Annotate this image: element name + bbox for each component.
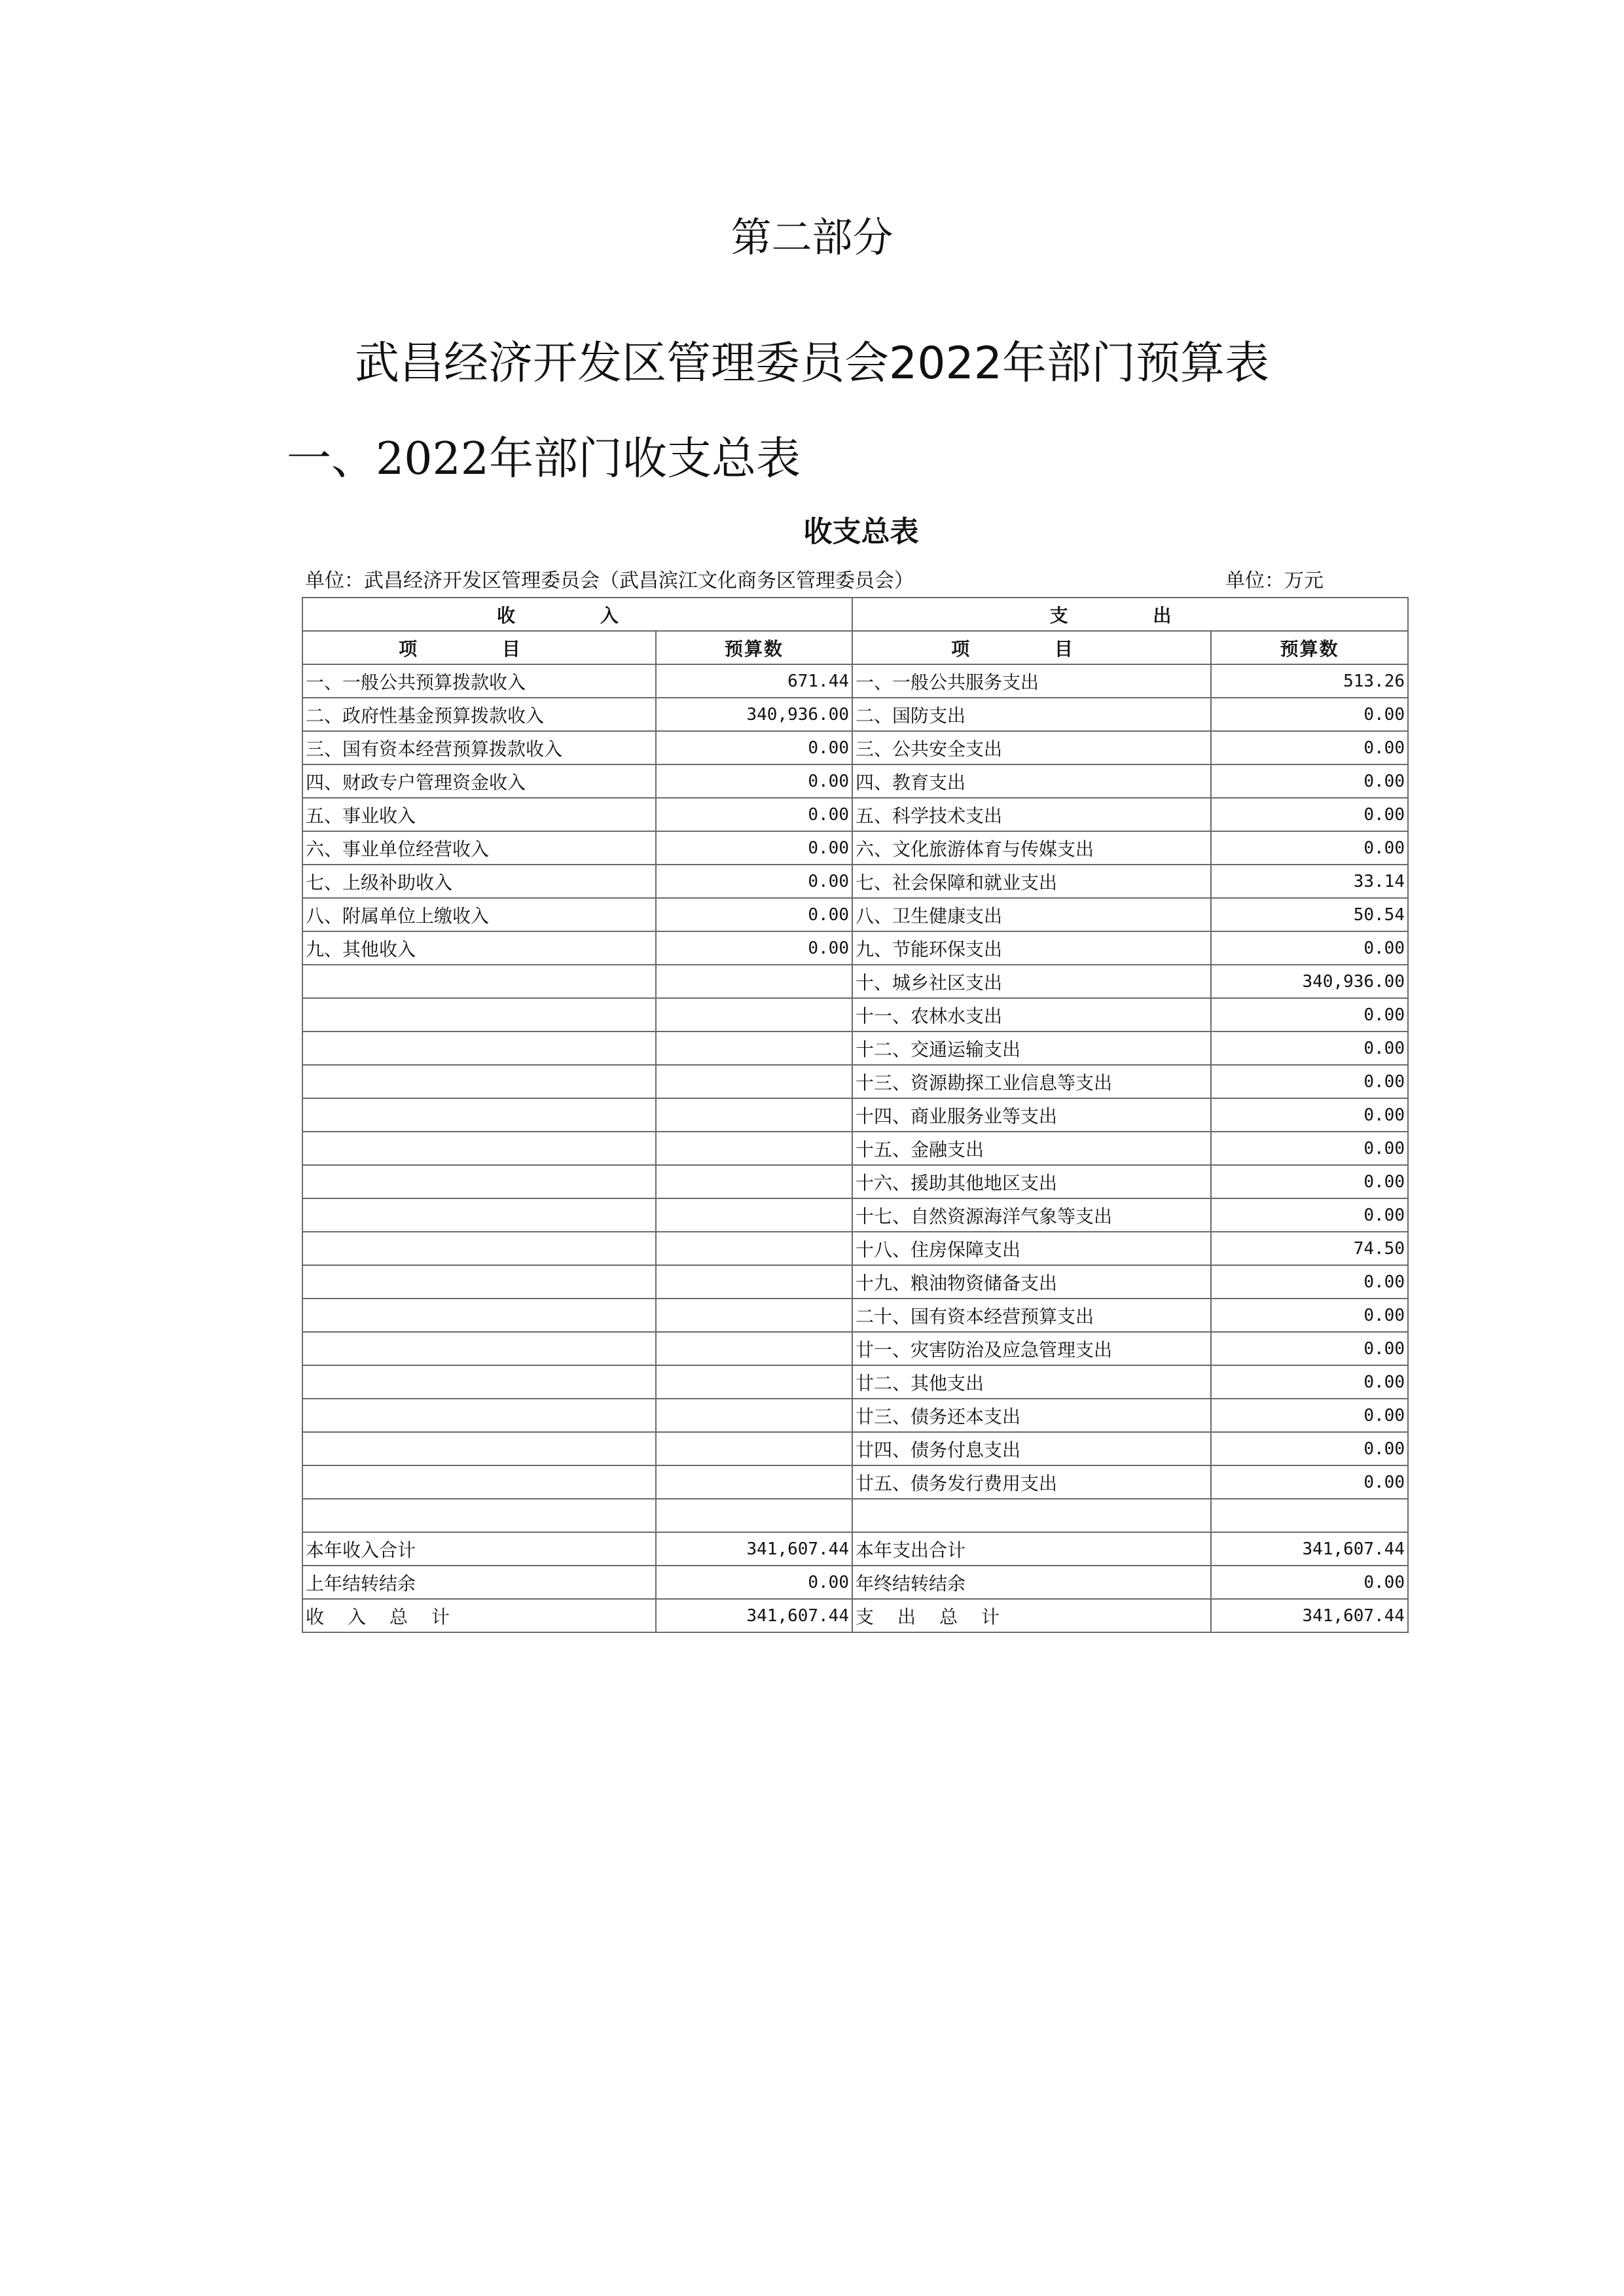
income-item-cell: 七、上级补助收入 bbox=[302, 865, 656, 898]
expense-item-cell: 二、国防支出 bbox=[852, 698, 1211, 731]
expense-amount-cell: 513.26 bbox=[1211, 664, 1408, 698]
expense-item-cell: 十八、住房保障支出 bbox=[852, 1232, 1211, 1265]
income-amount-cell bbox=[656, 1332, 852, 1365]
total-row bbox=[302, 1599, 1408, 1632]
expense-item-cell: 五、科学技术支出 bbox=[852, 798, 1211, 831]
expense-amount-cell: 33.14 bbox=[1211, 865, 1408, 898]
income-amount-cell bbox=[656, 1432, 852, 1465]
income-amount-cell bbox=[656, 1198, 852, 1232]
expense-amount-cell: 0.00 bbox=[1211, 731, 1408, 764]
income-amount-cell: 0.00 bbox=[656, 931, 852, 965]
income-item-cell bbox=[302, 1432, 656, 1465]
expense-amount-cell: 0.00 bbox=[1211, 931, 1408, 965]
expense-amount-cell: 0.00 bbox=[1211, 1098, 1408, 1132]
income-total-amount: 0.00 bbox=[656, 1566, 852, 1599]
income-item-cell bbox=[302, 1132, 656, 1165]
income-amount-cell bbox=[656, 1399, 852, 1432]
expense-item-cell: 廿四、债务付息支出 bbox=[852, 1432, 1211, 1465]
expense-amount-cell: 0.00 bbox=[1211, 1132, 1408, 1165]
table-row bbox=[302, 965, 1408, 998]
expense-item-cell: 六、文化旅游体育与传媒支出 bbox=[852, 831, 1211, 865]
income-item-cell: 五、事业收入 bbox=[302, 798, 656, 831]
income-item-cell bbox=[302, 1499, 656, 1532]
expense-item-cell: 十三、资源勘探工业信息等支出 bbox=[852, 1065, 1211, 1098]
expense-item-cell: 十五、金融支出 bbox=[852, 1132, 1211, 1165]
table-row bbox=[302, 1265, 1408, 1299]
table-row bbox=[302, 1365, 1408, 1399]
income-item-cell bbox=[302, 1332, 656, 1365]
expense-amount-cell: 0.00 bbox=[1211, 1165, 1408, 1198]
table-row bbox=[302, 1065, 1408, 1098]
table-row bbox=[302, 1198, 1408, 1232]
section-title: 一、2022年部门收支总表 bbox=[287, 433, 801, 485]
income-amount-cell bbox=[656, 1499, 852, 1532]
income-item-cell bbox=[302, 1399, 656, 1432]
expense-item-cell: 八、卫生健康支出 bbox=[852, 898, 1211, 931]
document-title: 武昌经济开发区管理委员会2022年部门预算表 bbox=[354, 338, 1270, 389]
income-item-cell: 一、一般公共预算拨款收入 bbox=[302, 664, 656, 698]
table-row bbox=[302, 1031, 1408, 1065]
table-row bbox=[302, 798, 1408, 831]
income-amount-cell: 340,936.00 bbox=[656, 698, 852, 731]
table-subheader-row bbox=[302, 631, 1408, 664]
income-item-cell bbox=[302, 1165, 656, 1198]
income-amount-column-header: 预算数 bbox=[656, 631, 852, 664]
expense-item-cell: 十、城乡社区支出 bbox=[852, 965, 1211, 998]
table-row bbox=[302, 865, 1408, 898]
expense-amount-cell: 0.00 bbox=[1211, 998, 1408, 1031]
income-amount-cell: 0.00 bbox=[656, 798, 852, 831]
expense-amount-cell: 0.00 bbox=[1211, 798, 1408, 831]
part-title: 第二部分 bbox=[731, 213, 893, 261]
income-total-amount: 341,607.44 bbox=[656, 1599, 852, 1632]
income-item-cell: 八、附属单位上缴收入 bbox=[302, 898, 656, 931]
expense-total-amount: 341,607.44 bbox=[1211, 1599, 1408, 1632]
table-row bbox=[302, 1232, 1408, 1265]
table-row bbox=[302, 831, 1408, 865]
expense-amount-cell: 0.00 bbox=[1211, 1265, 1408, 1299]
total-row bbox=[302, 1532, 1408, 1566]
expense-item-cell: 九、节能环保支出 bbox=[852, 931, 1211, 965]
income-amount-cell: 0.00 bbox=[656, 731, 852, 764]
expense-item-cell: 廿二、其他支出 bbox=[852, 1365, 1211, 1399]
table-row bbox=[302, 1165, 1408, 1198]
income-amount-cell bbox=[656, 1098, 852, 1132]
income-total-label: 上年结转结余 bbox=[302, 1566, 656, 1599]
income-amount-cell: 0.00 bbox=[656, 898, 852, 931]
income-amount-cell bbox=[656, 1299, 852, 1332]
table-row bbox=[302, 1098, 1408, 1132]
expense-amount-cell: 0.00 bbox=[1211, 1365, 1408, 1399]
table-row bbox=[302, 1432, 1408, 1465]
table-caption: 收支总表 bbox=[803, 515, 919, 548]
income-amount-cell: 0.00 bbox=[656, 764, 852, 798]
table-row bbox=[302, 998, 1408, 1031]
income-amount-cell: 0.00 bbox=[656, 831, 852, 865]
expense-total-label: 本年支出合计 bbox=[852, 1532, 1211, 1566]
expense-amount-cell: 0.00 bbox=[1211, 698, 1408, 731]
expense-amount-cell: 0.00 bbox=[1211, 1432, 1408, 1465]
currency-unit: 单位：万元 bbox=[1225, 569, 1324, 592]
expense-item-cell: 四、教育支出 bbox=[852, 764, 1211, 798]
expense-total-amount: 0.00 bbox=[1211, 1566, 1408, 1599]
expense-total-label: 支出总计 bbox=[852, 1599, 1211, 1632]
income-item-cell bbox=[302, 1198, 656, 1232]
income-item-cell bbox=[302, 1365, 656, 1399]
expense-item-cell: 廿五、债务发行费用支出 bbox=[852, 1465, 1211, 1499]
expense-item-cell: 廿一、灾害防治及应急管理支出 bbox=[852, 1332, 1211, 1365]
table-row bbox=[302, 931, 1408, 965]
income-amount-cell: 671.44 bbox=[656, 664, 852, 698]
expense-amount-cell: 0.00 bbox=[1211, 1031, 1408, 1065]
expense-item-cell: 廿三、债务还本支出 bbox=[852, 1399, 1211, 1432]
income-header: 收 入 bbox=[302, 598, 852, 631]
expense-amount-cell: 0.00 bbox=[1211, 831, 1408, 865]
expense-total-label: 年终结转结余 bbox=[852, 1566, 1211, 1599]
income-amount-cell bbox=[656, 1132, 852, 1165]
expense-total-amount: 341,607.44 bbox=[1211, 1532, 1408, 1566]
income-total-amount: 341,607.44 bbox=[656, 1532, 852, 1566]
income-item-cell bbox=[302, 1465, 656, 1499]
expense-item-cell: 一、一般公共服务支出 bbox=[852, 664, 1211, 698]
income-amount-cell bbox=[656, 998, 852, 1031]
expense-amount-column-header: 预算数 bbox=[1211, 631, 1408, 664]
income-item-cell bbox=[302, 1098, 656, 1132]
income-item-cell bbox=[302, 1065, 656, 1098]
expense-amount-cell bbox=[1211, 1499, 1408, 1532]
income-item-cell bbox=[302, 965, 656, 998]
income-item-cell bbox=[302, 998, 656, 1031]
expense-amount-cell: 340,936.00 bbox=[1211, 965, 1408, 998]
income-item-cell bbox=[302, 1265, 656, 1299]
income-amount-cell bbox=[656, 1265, 852, 1299]
income-item-cell: 三、国有资本经营预算拨款收入 bbox=[302, 731, 656, 764]
expense-item-cell bbox=[852, 1499, 1211, 1532]
income-amount-cell bbox=[656, 1065, 852, 1098]
expense-item-cell: 十七、自然资源海洋气象等支出 bbox=[852, 1198, 1211, 1232]
income-amount-cell bbox=[656, 1365, 852, 1399]
table-row bbox=[302, 764, 1408, 798]
expense-amount-cell: 0.00 bbox=[1211, 1465, 1408, 1499]
expense-amount-cell: 0.00 bbox=[1211, 764, 1408, 798]
income-total-label: 本年收入合计 bbox=[302, 1532, 656, 1566]
table-row bbox=[302, 1332, 1408, 1365]
income-total-label: 收入总计 bbox=[302, 1599, 656, 1632]
table-row bbox=[302, 664, 1408, 698]
income-item-cell bbox=[302, 1031, 656, 1065]
expense-item-cell: 十六、援助其他地区支出 bbox=[852, 1165, 1211, 1198]
table-row bbox=[302, 1132, 1408, 1165]
expense-amount-cell: 0.00 bbox=[1211, 1299, 1408, 1332]
organization-unit: 单位：武昌经济开发区管理委员会（武昌滨江文化商务区管理委员会） bbox=[305, 569, 914, 592]
table-row bbox=[302, 1399, 1408, 1432]
income-item-cell: 二、政府性基金预算拨款收入 bbox=[302, 698, 656, 731]
income-amount-cell: 0.00 bbox=[656, 865, 852, 898]
expense-amount-cell: 74.50 bbox=[1211, 1232, 1408, 1265]
expense-item-cell: 二十、国有资本经营预算支出 bbox=[852, 1299, 1211, 1332]
expense-item-column-header: 项 目 bbox=[852, 631, 1211, 664]
expense-item-cell: 十一、农林水支出 bbox=[852, 998, 1211, 1031]
income-amount-cell bbox=[656, 1165, 852, 1198]
income-item-cell: 六、事业单位经营收入 bbox=[302, 831, 656, 865]
table-row bbox=[302, 731, 1408, 764]
expense-item-cell: 十二、交通运输支出 bbox=[852, 1031, 1211, 1065]
income-item-column-header: 项 目 bbox=[302, 631, 656, 664]
budget-summary-table bbox=[302, 597, 1409, 1633]
expense-amount-cell: 0.00 bbox=[1211, 1399, 1408, 1432]
income-item-cell bbox=[302, 1299, 656, 1332]
income-item-cell bbox=[302, 1232, 656, 1265]
income-amount-cell bbox=[656, 1232, 852, 1265]
expense-item-cell: 三、公共安全支出 bbox=[852, 731, 1211, 764]
table-row bbox=[302, 1499, 1408, 1532]
expense-amount-cell: 0.00 bbox=[1211, 1198, 1408, 1232]
income-item-cell: 九、其他收入 bbox=[302, 931, 656, 965]
total-row bbox=[302, 1566, 1408, 1599]
table-row bbox=[302, 898, 1408, 931]
income-amount-cell bbox=[656, 965, 852, 998]
income-amount-cell bbox=[656, 1465, 852, 1499]
table-header-row bbox=[302, 598, 1408, 631]
income-amount-cell bbox=[656, 1031, 852, 1065]
expense-header: 支 出 bbox=[852, 598, 1408, 631]
table-row bbox=[302, 698, 1408, 731]
expense-item-cell: 十九、粮油物资储备支出 bbox=[852, 1265, 1211, 1299]
expense-item-cell: 七、社会保障和就业支出 bbox=[852, 865, 1211, 898]
expense-amount-cell: 50.54 bbox=[1211, 898, 1408, 931]
expense-item-cell: 十四、商业服务业等支出 bbox=[852, 1098, 1211, 1132]
expense-amount-cell: 0.00 bbox=[1211, 1065, 1408, 1098]
expense-amount-cell: 0.00 bbox=[1211, 1332, 1408, 1365]
table-row bbox=[302, 1299, 1408, 1332]
table-row bbox=[302, 1465, 1408, 1499]
income-item-cell: 四、财政专户管理资金收入 bbox=[302, 764, 656, 798]
